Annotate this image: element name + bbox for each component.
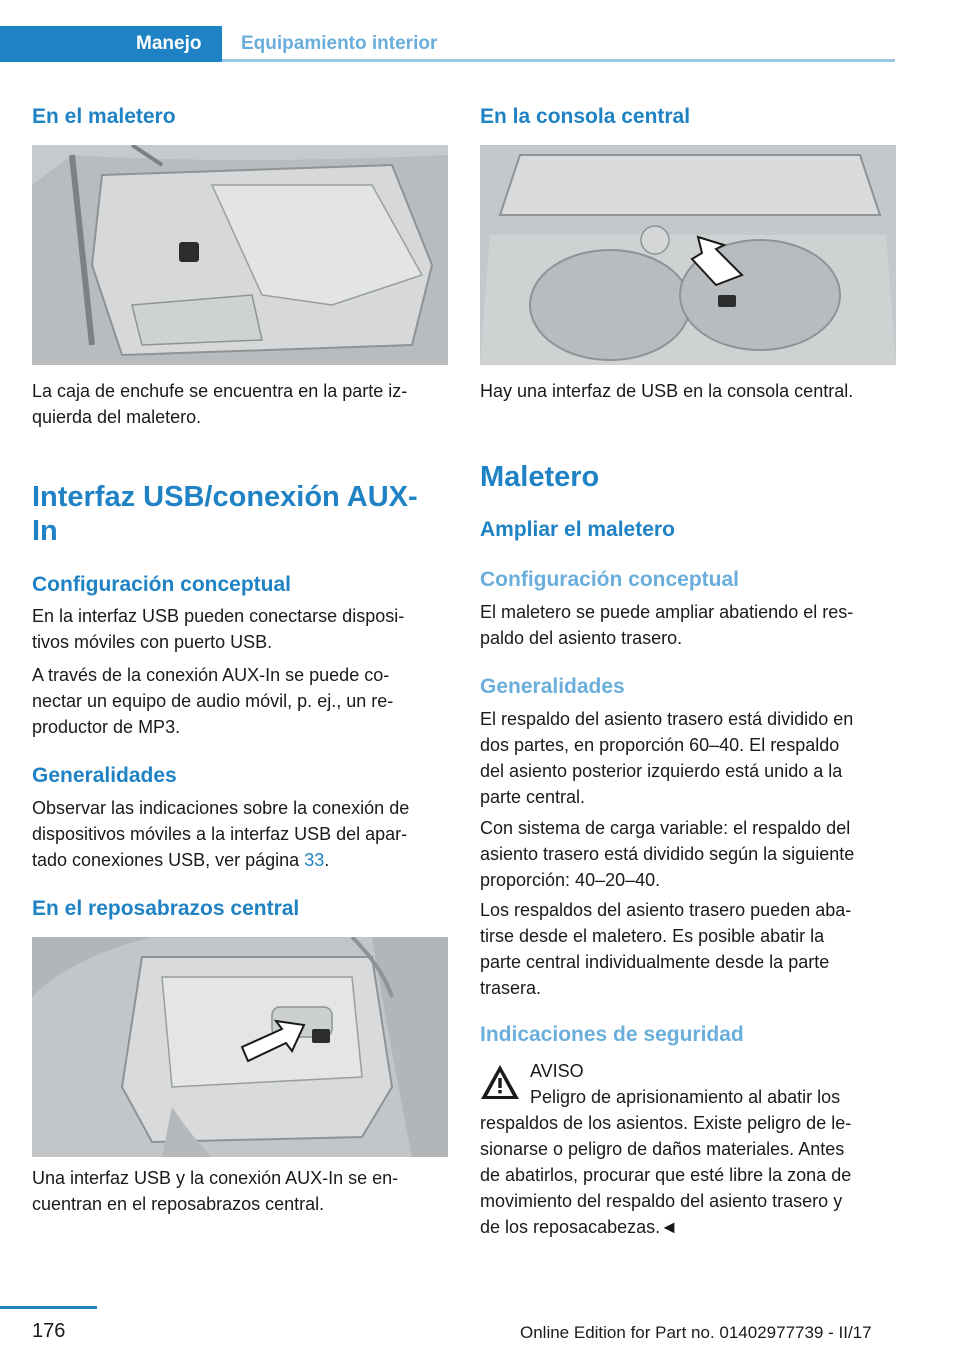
console-photo — [480, 145, 896, 365]
text-line: parte central. — [480, 787, 586, 807]
text-line: respaldos de los asientos. Existe peligro de le- — [480, 1113, 852, 1133]
text-line: nectar un equipo de audio móvil, p. ej., un re- — [32, 691, 394, 711]
general-paragraph-left — [32, 795, 448, 873]
trunk-photo — [32, 145, 448, 365]
general-heading-right: Generalidades — [480, 675, 625, 698]
text-line: proporción: 40–20–40. — [480, 870, 661, 890]
text-line: En la interfaz USB pueden conectarse disposi- — [32, 606, 405, 626]
section-title: Equipamiento interior — [241, 33, 438, 54]
concept-paragraph-right — [480, 599, 896, 651]
text-line: parte central individualmente desde la parte — [480, 952, 830, 972]
page-number: 176 — [32, 1320, 66, 1342]
text-line: tado conexiones USB, ver página — [32, 850, 300, 870]
warning-triangle-icon — [480, 1064, 520, 1100]
console-heading: En la consola central — [480, 105, 691, 128]
text-line: Los respaldos del asiento trasero pueden aba- — [480, 900, 852, 920]
usb-aux-heading — [32, 480, 448, 548]
text-line: dos partes, en proporción 60–40. El respaldo — [480, 735, 840, 755]
text-line: sionarse o peligro de daños materiales. Antes — [480, 1139, 845, 1159]
text-line: El maletero se puede ampliar abatiendo el res- — [480, 602, 854, 622]
text-line: Peligro de aprisionamiento al abatir los — [530, 1087, 841, 1107]
text-line: Con sistema de carga variable: el respaldo del — [480, 818, 851, 838]
armrest-heading: En el reposabrazos central — [32, 897, 300, 920]
text-line: cuentran en el reposabrazos central. — [32, 1194, 325, 1214]
trunk-caption — [32, 378, 448, 430]
edition-note: Online Edition for Part no. 01402977739 - II/17 — [520, 1323, 872, 1342]
armrest-photo — [32, 937, 448, 1157]
text-line: El respaldo del asiento trasero está dividido en — [480, 709, 854, 729]
concept-paragraph-1 — [32, 603, 448, 655]
text-line: tirse desde el maletero. Es posible abatir la — [480, 926, 825, 946]
concept-heading-right: Configuración conceptual — [480, 568, 740, 591]
warning-title: AVISO — [530, 1061, 584, 1081]
general-paragraph-2 — [480, 815, 896, 893]
chapter-title: Manejo — [136, 33, 202, 54]
maletero-heading: Maletero — [480, 461, 600, 493]
text-line: La caja de enchufe se encuentra en la parte iz- — [32, 381, 408, 401]
text-line: de abatirlos, procurar que esté libre la zona de — [480, 1165, 852, 1185]
text-line: dispositivos móviles a la interfaz USB del apar- — [32, 824, 408, 844]
concept-heading-left: Configuración conceptual — [32, 573, 292, 596]
console-illustration — [480, 145, 896, 365]
heading-line: In — [32, 515, 58, 547]
text-line: A través de la conexión AUX-In se puede co- — [32, 665, 390, 685]
console-caption: Hay una interfaz de USB en la consola central. — [480, 381, 854, 401]
trunk-heading: En el maletero — [32, 105, 176, 128]
text-line: productor de MP3. — [32, 717, 181, 737]
text-line: quierda del maletero. — [32, 407, 202, 427]
general-paragraph-3 — [480, 897, 896, 1001]
concept-paragraph-2 — [32, 662, 448, 740]
safety-heading: Indicaciones de seguridad — [480, 1023, 744, 1046]
text-line: paldo del asiento trasero. — [480, 628, 683, 648]
text-line: . — [324, 850, 330, 870]
text-line: del asiento posterior izquierdo está unido a la — [480, 761, 843, 781]
armrest-caption — [32, 1165, 448, 1217]
general-paragraph-1 — [480, 706, 896, 810]
warning-text — [480, 1058, 896, 1240]
text-line: tivos móviles con puerto USB. — [32, 632, 273, 652]
armrest-illustration — [32, 937, 448, 1157]
ampliar-heading: Ampliar el maletero — [480, 518, 675, 541]
general-heading-left: Generalidades — [32, 764, 177, 787]
text-line: de los reposacabezas.◄ — [480, 1217, 678, 1237]
text-line: Observar las indicaciones sobre la conexión de — [32, 798, 410, 818]
header-rule — [222, 59, 895, 62]
text-line: Una interfaz USB y la conexión AUX-In se en- — [32, 1168, 399, 1188]
text-line: asiento trasero está dividido según la siguiente — [480, 844, 855, 864]
text-line: movimiento del respaldo del asiento trasero y — [480, 1191, 843, 1211]
trunk-illustration — [32, 145, 448, 365]
warning-block — [480, 1058, 896, 1240]
page-reference-link[interactable]: 33 — [304, 850, 325, 870]
footer-rule — [0, 1306, 97, 1309]
heading-line: Interfaz USB/conexión AUX- — [32, 481, 418, 513]
text-line: trasera. — [480, 978, 542, 998]
